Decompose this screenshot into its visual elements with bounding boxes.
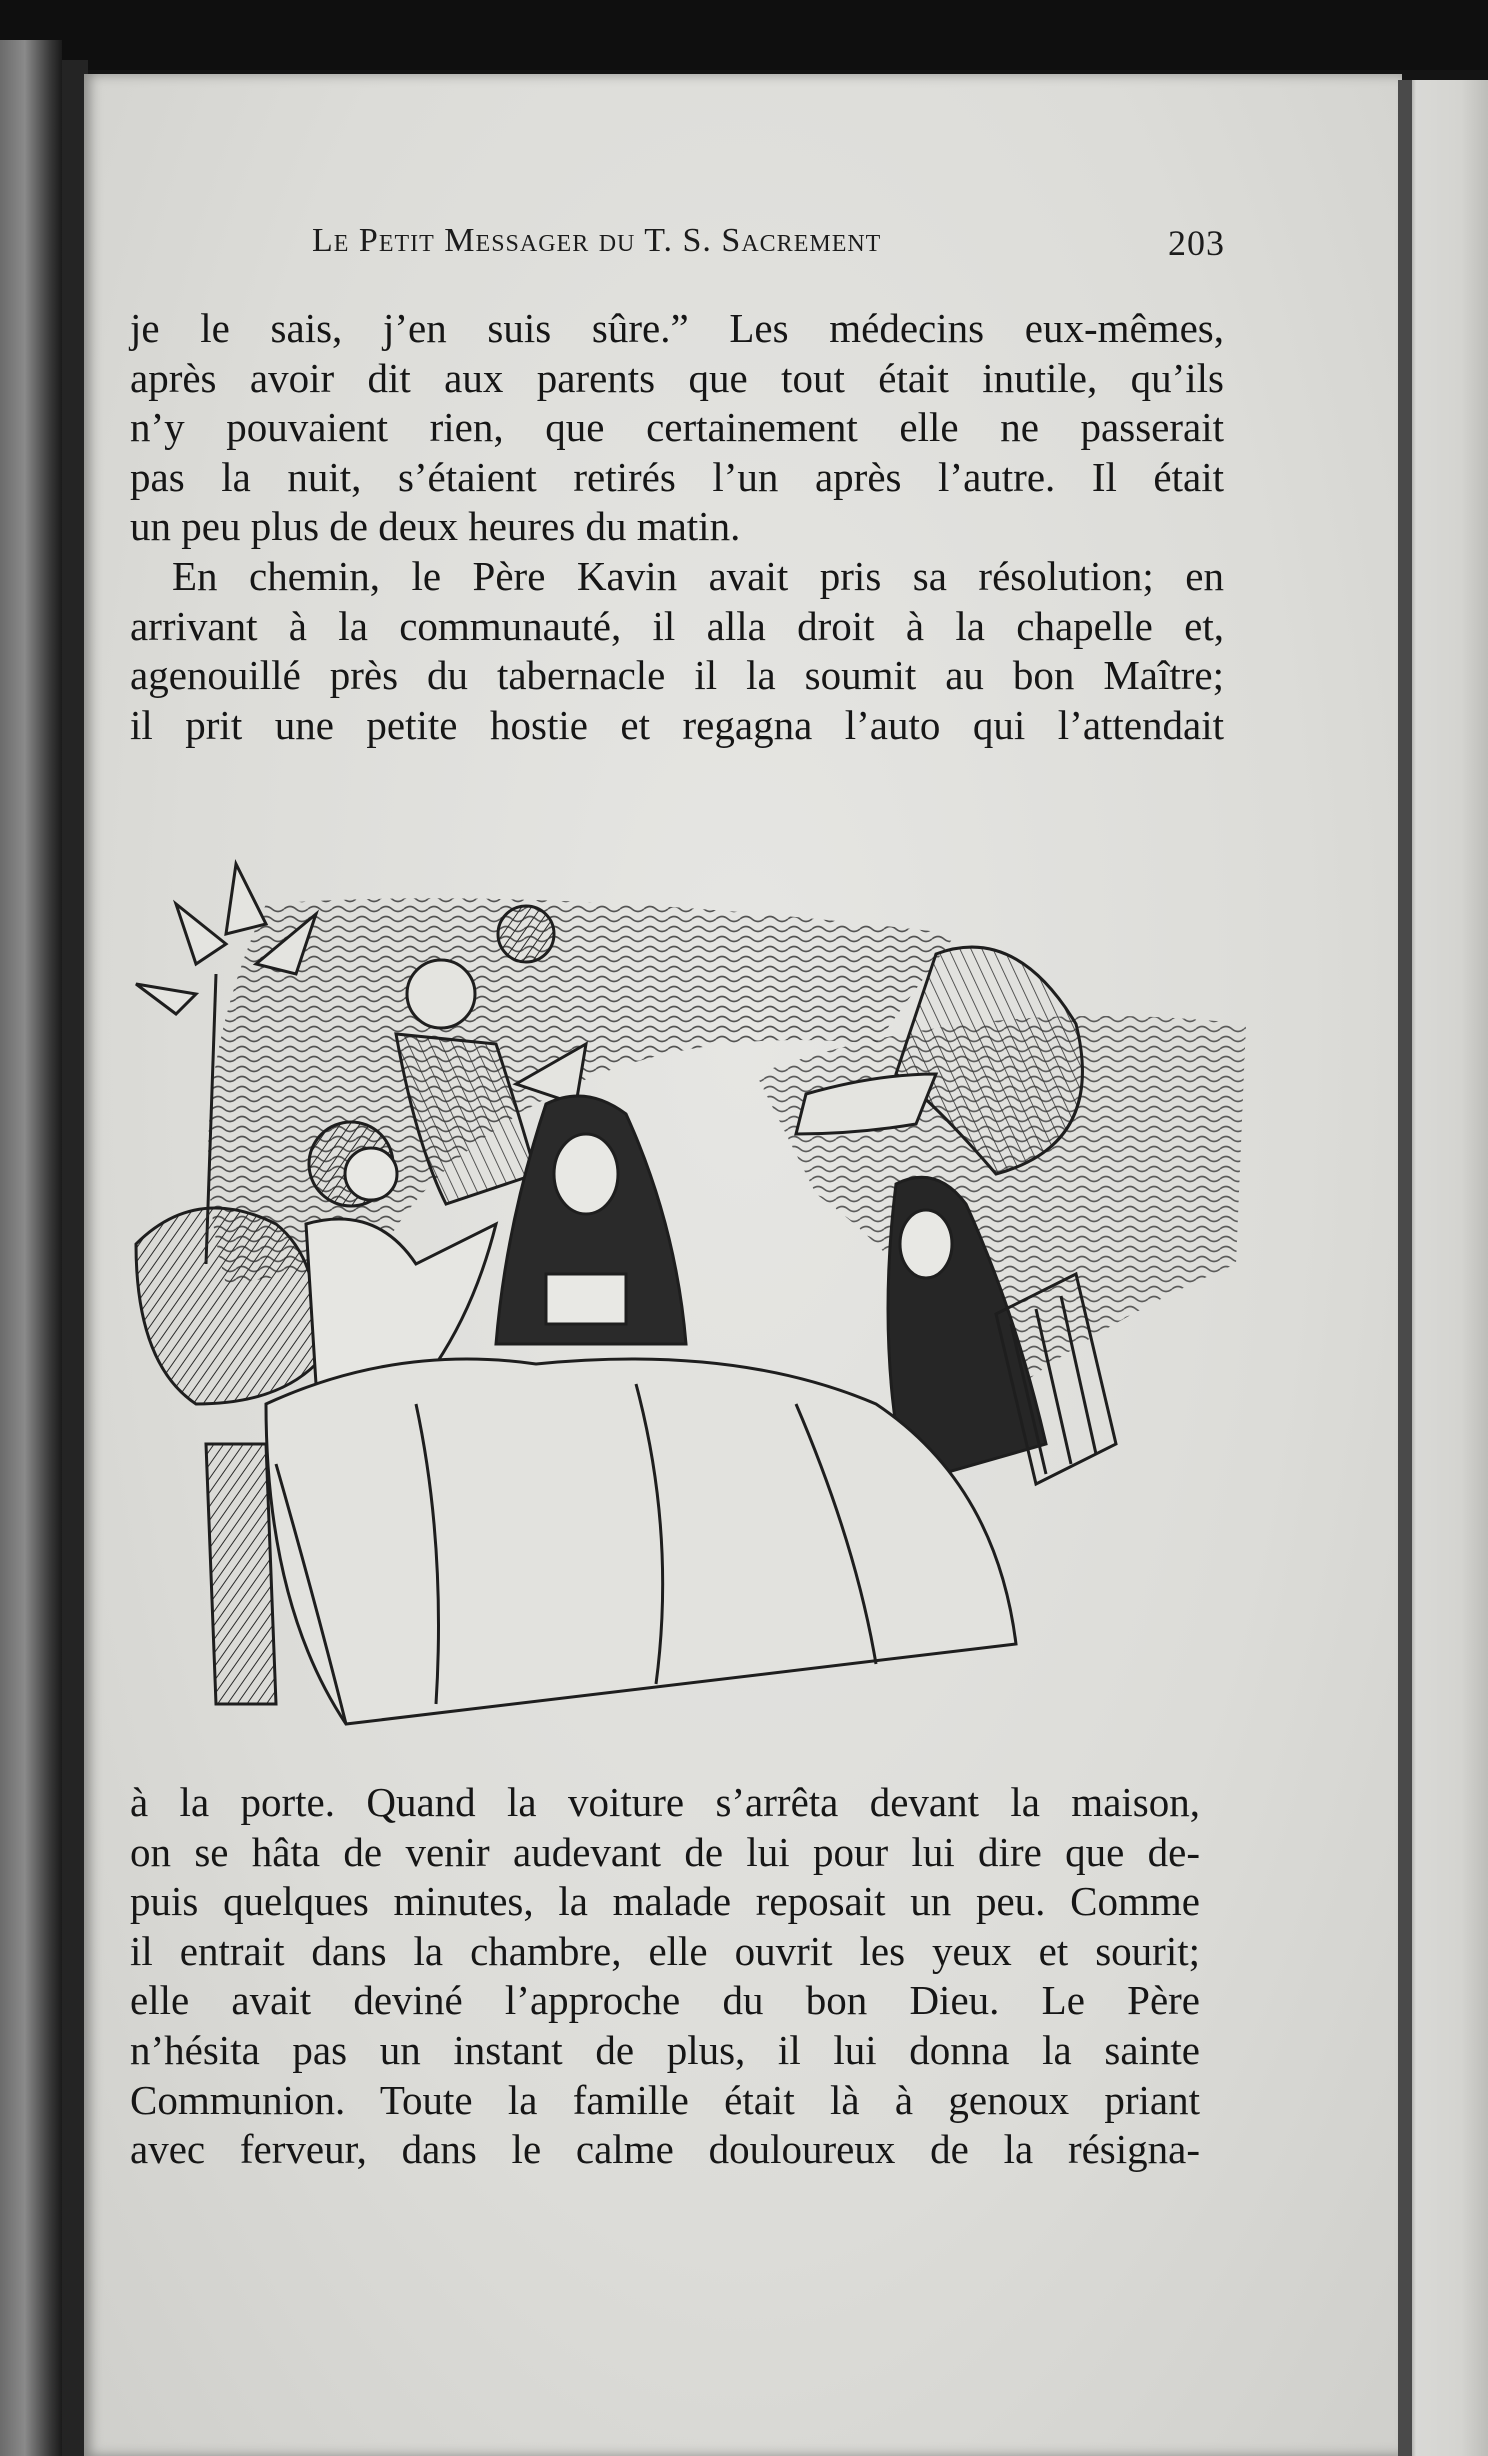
text-block-bottom [130,1778,1200,2175]
text-line: il prit une petite hostie et regagna l’auto qui l’attendait [130,701,1224,748]
text-block-top [130,304,1224,750]
text-line: elle avait deviné l’approche du bon Dieu. Le Père [130,1977,1200,2024]
text-line: je le sais, j’en suis sûre.” Les médecins eux-mêmes, [130,305,1224,351]
running-title: Le Petit Messager du T. S. Sacrement [312,222,882,259]
text-line: on se hâta de venir audevant de lui pour lui dire que de- [130,1828,1200,1875]
running-header [312,222,1312,272]
facing-page-edge [0,40,62,2456]
text-line: pas la nuit, s’étaient retirés l’un après l’autre. Il était [130,453,1224,500]
text-line: arrivant à la communauté, il alla droit à la chapelle et, [130,602,1224,649]
text-line: après avoir dit aux parents que tout était inutile, qu’ils [130,354,1224,401]
text-line: un peu plus de deux heures du matin. [130,503,741,550]
page-number: 203 [1168,223,1225,263]
text-line: n’y pouvaient rien, que certainement elle ne passerait [130,404,1224,451]
text-line: En chemin, le Père Kavin avait pris sa résolution; en [172,552,1224,599]
text-line: à la porte. Quand la voiture s’arrêta devant la maison, [130,1779,1200,1825]
engraving-illustration [116,844,1256,1744]
text-line: agenouillé près du tabernacle il la soumit au bon Maître; [130,652,1224,699]
text-line: n’hésita pas un instant de plus, il lui donna la sainte [130,2026,1200,2073]
text-line: puis quelques minutes, la malade reposait un peu. Comme [130,1878,1200,1925]
page-fold-shadow [1398,80,1412,2456]
text-line: avec ferveur, dans le calme douloureux de la résigna- [130,2126,1200,2173]
text-line: Communion. Toute la famille était là à genoux priant [130,2076,1200,2123]
scan-background [0,0,1488,70]
text-line: il entrait dans la chambre, elle ouvrit les yeux et sourit; [130,1927,1200,1974]
